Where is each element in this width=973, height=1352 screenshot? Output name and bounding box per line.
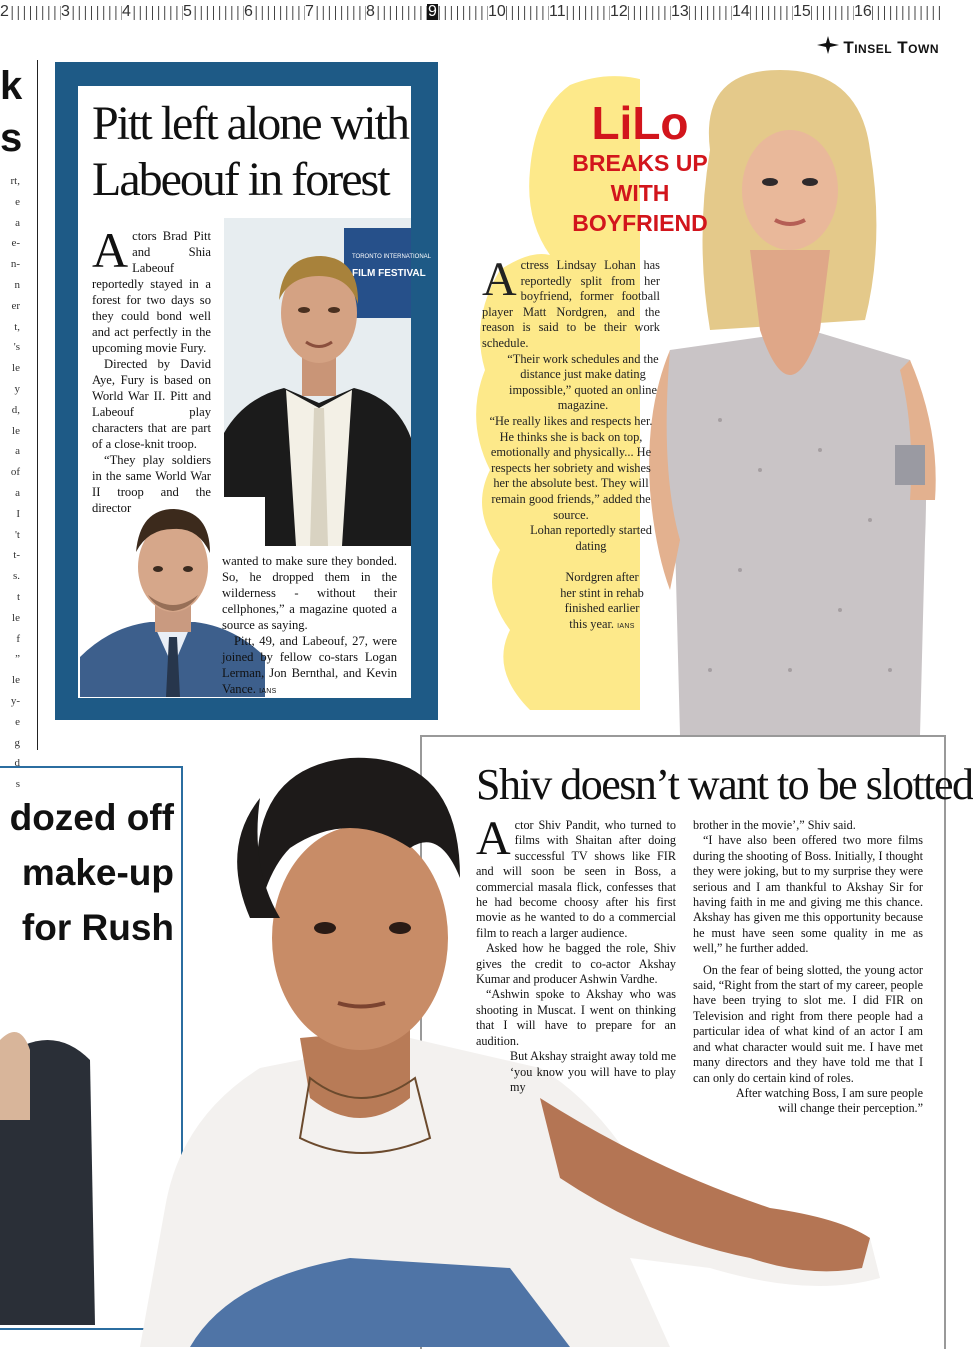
left-column-fragment	[0, 60, 30, 791]
fragment-line: I	[16, 507, 20, 520]
fragment-line: e	[15, 195, 20, 208]
festival-backdrop-text: FILM FESTIVAL	[352, 268, 426, 279]
lilo-paragraph: “Their work schedules and the distance just make dating impossible,” quoted an online magazine.	[507, 351, 659, 413]
ruler-number: 7	[305, 3, 314, 20]
ruler-number: 5	[183, 3, 192, 20]
compass-star-icon	[817, 36, 839, 59]
fragment-line: er	[11, 299, 20, 312]
cut-heading-letter: k	[0, 64, 23, 108]
section-tag	[817, 36, 939, 59]
ruler-number: 11	[549, 3, 566, 20]
ruler-number: 3	[61, 3, 70, 20]
fragment-line: t-	[13, 549, 20, 562]
fragment-line: e	[15, 715, 20, 728]
dropcap: A	[92, 222, 129, 278]
shiv-paragraph: On the fear of being slotted, the young actor said, “Right from the start of my career, people have been trying to slot me. I did FIR on Television and right from there people had a particular idea of what kind of an actor I am and what character would suit me. I have met many directors and they have told me that I can only do certain kind of roles.	[693, 962, 923, 1085]
pitt-column-1	[92, 222, 211, 516]
ruler-number: 10	[488, 3, 506, 20]
lilo-paragraph: Nordgren after her stint in rehab finished earlier this year.	[560, 570, 644, 631]
page-ruler	[0, 0, 945, 30]
fragment-line: a	[15, 216, 20, 229]
shiv-paragraph: “I have also been offered two more films during the shooting of Boss. Initially, I thought they were joking, but to my surprise they were serious and I am thankful to Akshay Sir for having faith in me and giving me this chance. Akshay has given me this opportunity because he must have seen some quality in me as well,” he further added.	[693, 833, 923, 956]
lilo-paragraph: “He really likes and respects her. He thinks she is back on top, emotionally and physically... He respects her sobriety and wishes her the absolute best. They will remain good friends,” added the source.	[489, 413, 653, 522]
cut-heading-letter: s	[0, 116, 23, 160]
section-tag-label: Tinsel Town	[843, 37, 939, 57]
lilo-title-main: LiLo	[591, 97, 689, 149]
fragment-line: y-	[10, 694, 20, 707]
rush-headline-line: dozed off	[9, 797, 174, 838]
fragment-line: 's	[13, 341, 20, 354]
pitt-paragraph: Pitt, 49, and Labeouf, 27, were joined by fellow co-stars Logan Lerman, Jon Bernthal, and Kevin Vance.	[222, 634, 397, 696]
fragment-line: f	[16, 632, 20, 645]
shiv-paragraph: “Ashwin spoke to Akshay who was shooting in Muscat. I went on thinking that I will have to prepare for an audition.	[476, 987, 676, 1048]
news-agency-credit: IANS	[617, 622, 635, 630]
news-agency-credit: IANS	[259, 688, 277, 695]
fragment-line: of	[10, 466, 20, 479]
fragment-line: le	[12, 362, 20, 375]
shiv-paragraph: After watching Boss, I am sure people will change their perception.”	[735, 1085, 923, 1116]
fragment-line: s	[15, 778, 20, 791]
lilo-title	[560, 98, 720, 238]
dropcap: A	[476, 812, 511, 865]
fragment-line: d	[14, 757, 20, 770]
ruler-number: 14	[732, 3, 750, 20]
fragment-line: n	[14, 278, 20, 291]
fragment-line: n-	[10, 258, 20, 271]
shiv-paragraph: But Akshay straight away told me ‘you know you will have to play my	[510, 1049, 676, 1094]
fragment-line: a	[15, 486, 20, 499]
ruler-number: 6	[244, 3, 253, 20]
shiv-paragraph: brother in the movie’,” Shiv said.	[693, 818, 856, 832]
fragment-line: s.	[12, 570, 20, 583]
ruler-number: 4	[122, 3, 131, 20]
lilo-body	[482, 253, 660, 554]
pitt-paragraph: ctors Brad Pitt and Shia Labeouf reportedly stayed in a forest for two days so they could bond well and act perfectly in the upcoming movie Fury.	[92, 229, 211, 355]
fragment-line: d,	[11, 403, 20, 416]
shiv-paragraph: ctor Shiv Pandit, who turned to films with Shaitan after doing successful TV shows like FIR and will soon be seen in Boss, a commercial masala flick, confesses that he had become choosy after his first movie as he wanted to do a commercial film to reach a larger audience.	[476, 818, 676, 940]
shiv-column-1	[476, 812, 676, 1095]
lilo-paragraph: ctress Lindsay Lohan has reportedly split from her boyfriend, former football player Matt Nordgren, and the reason is said to be their work schedule.	[482, 258, 660, 350]
rush-photo-fragment	[0, 1000, 120, 1325]
lilo-body-end	[556, 570, 648, 634]
lilo-subtitle-line: BOYFRIEND	[572, 210, 708, 236]
shiv-paragraph: Asked how he bagged the role, Shiv gives the credit to co-actor Akshay Kumar and producer Ashwin Vardhe.	[476, 941, 676, 987]
pitt-paragraph: Directed by David Aye, Fury is based on World War II. Pitt and Labeouf play characters that are part of a close-knit troop.	[92, 357, 211, 451]
ruler-number: 12	[610, 3, 628, 20]
fragment-line: a	[15, 445, 20, 458]
pitt-paragraph: wanted to make sure they bonded. So, he dropped them in the wilderness - without their cellphones,” a magazine quoted a source as saying.	[222, 554, 397, 632]
fragment-line: e-	[11, 237, 20, 250]
pitt-column-2	[222, 553, 397, 700]
column-rule	[37, 60, 38, 750]
fragment-line: g	[14, 736, 20, 749]
fragment-line: y	[14, 382, 20, 395]
ruler-number: 2	[0, 3, 9, 20]
festival-backdrop-text: TORONTO INTERNATIONAL	[352, 254, 432, 260]
lilo-subtitle-line: WITH	[610, 180, 670, 206]
ruler-number: 15	[793, 3, 811, 20]
pitt-headline: Pitt left alone with Labeouf in forest	[92, 97, 408, 206]
ruler-number: 9	[428, 3, 437, 20]
fragment-line: le	[12, 424, 20, 437]
ruler-number: 13	[671, 3, 689, 20]
ruler-number: 8	[366, 3, 375, 20]
rush-headline-line: for Rush	[21, 907, 174, 948]
lilo-subtitle-line: BREAKS UP	[572, 150, 708, 176]
fragment-line: 't	[14, 528, 20, 541]
pitt-paragraph: “They play soldiers in the same World War II troop and the director	[92, 453, 211, 515]
rush-headline-line: make-up	[21, 852, 174, 893]
lilo-paragraph: Lohan reportedly started dating	[530, 523, 652, 553]
fragment-line: rt,	[10, 175, 20, 187]
fragment-line: le	[12, 674, 20, 687]
fragment-line: t,	[14, 320, 20, 333]
fragment-line: t	[16, 590, 20, 603]
fragment-line: ”	[15, 653, 20, 666]
shiv-headline: Shiv doesn’t want to be slotted	[476, 760, 973, 809]
ruler-number: 16	[854, 3, 872, 20]
shiv-column-2	[693, 818, 923, 1117]
fragment-line: le	[12, 611, 20, 624]
dropcap: A	[482, 253, 517, 306]
